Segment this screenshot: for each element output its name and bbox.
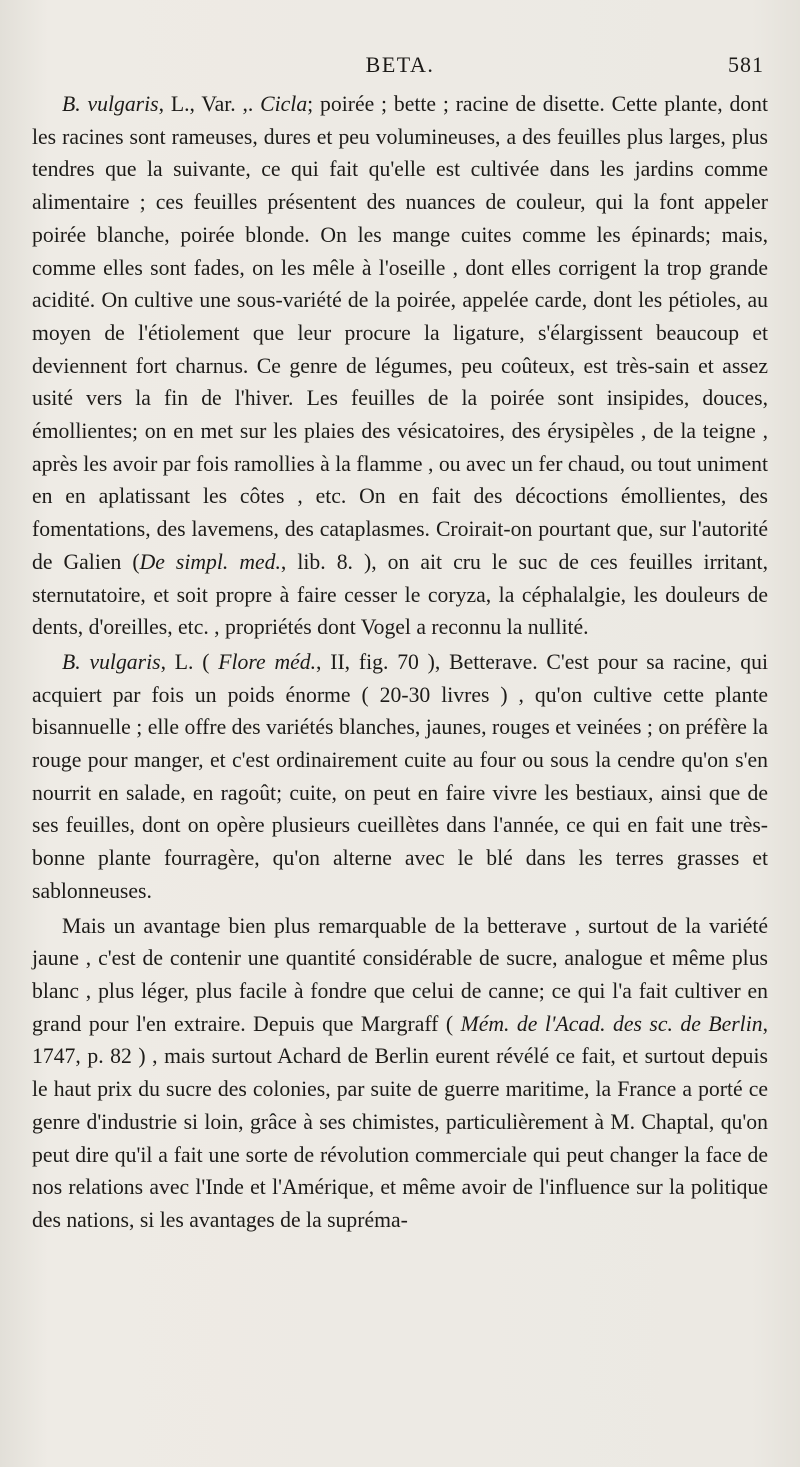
paragraph bbox=[32, 646, 768, 908]
page-number: 581 bbox=[728, 52, 764, 77]
text-run: , lib. 8. ), on ait cru le suc de ces feuilles irritant, sternutatoire, et soit propre à faire cesser le coryza, la céphalalgie, les douleurs de dents, d'oreilles, etc. , propriétés dont Vogel a reconnu la nullité. bbox=[32, 549, 768, 640]
text-run: Mais un avantage bien plus remarquable de la betterave , surtout de la variété jaune , c'est de contenir une quantité considérable de sucre, analogue et même plus blanc , plus léger, plus facile à fondre que celui de canne; ce qui l'a fait cultiver en grand pour l'en extraire. Depuis que Margraff ( bbox=[32, 913, 768, 1036]
paragraph bbox=[32, 910, 768, 1237]
italic-run: B. vulgaris bbox=[62, 649, 161, 674]
italic-run: De simpl. med. bbox=[139, 549, 281, 574]
italic-run: Mém. de l'Acad. des sc. de Berlin bbox=[460, 1011, 763, 1036]
text-run: , 1747, p. 82 ) , mais surtout Achard de Berlin eurent révélé ce fait, et surtout depuis le haut prix du sucre des colonies, par suite de guerre maritime, la France a porté ce genre d'industrie si loin, grâce à ses chimistes, particulièrement à M. Chaptal, qu'on peut dire qu'il a fait une sorte de révolution commerciale qui peut changer la face de nos relations avec l'Inde et l'Amérique, et même avoir de l'influence sur la politique des nations, si les avantages de la supréma- bbox=[32, 1011, 769, 1232]
text-run: , L. ( bbox=[160, 649, 219, 674]
text-run: , II, fig. 70 ), Betterave. C'est pour sa racine, qui acquiert par fois un poids énorme ( 20-30 livres ) , qu'on cultive cette plante bisannuelle ; elle offre des variétés blanches, jaunes, rouges et veinées ; on préfère la rouge pour manger, et c'est ordinairement cuite au four ou sous la cendre qu'on s'en nourrit en salade, en ragoût; cuite, on peut en faire vivre les bestiaux, ainsi que de ses feuilles, dont on opère plusieurs cueillètes dans l'année, ce qui en fait une très-bonne plante fourragère, qu'on alterne avec le blé dans les terres grasses et sablonneuses. bbox=[32, 649, 768, 903]
running-head-title: BETA. bbox=[365, 52, 435, 77]
running-head bbox=[32, 52, 768, 88]
text-run: ; poirée ; bette ; racine de disette. Cette plante, dont les racines sont rameuses, dures et peu volumineuses, a des feuilles plus larges, plus tendres que la suivante, ce qui fait qu'elle est cultivée dans les jardins comme alimentaire ; ces feuilles présentent des nuances de couleur, qui la font appeler poirée blanche, poirée blonde. On les mange cuites comme les épinards; mais, comme elles sont fades, on les mêle à l'oseille , dont elles corrigent la trop grande acidité. On cultive une sous-variété de la poirée, appelée carde, dont les pétioles, au moyen de l'étiolement que leur procure la ligature, s'élargissent beaucoup et deviennent fort charnus. Ce genre de légumes, peu coûteux, est très-sain et assez usité vers la fin de l'hiver. Les feuilles de la poirée sont insipides, douces, émollientes; on en met sur les plaies des vésicatoires, des érysipèles , de la teigne , après les avoir par fois ramollies à la flamme , ou avec un fer chaud, ou tout uniment en en aplatissant les côtes , etc. On en fait des décoctions émollientes, des fomentations, des lavemens, des cataplasmes. Croirait-on pourtant que, sur l'autorité de Galien ( bbox=[32, 92, 769, 574]
paragraph bbox=[32, 88, 768, 644]
italic-run: Flore méd. bbox=[218, 649, 316, 674]
text-run: , L., Var. ,. bbox=[158, 92, 261, 116]
italic-run: B. vulgaris bbox=[62, 92, 159, 116]
body-text bbox=[32, 88, 768, 1237]
italic-run: Cicla bbox=[260, 92, 308, 116]
